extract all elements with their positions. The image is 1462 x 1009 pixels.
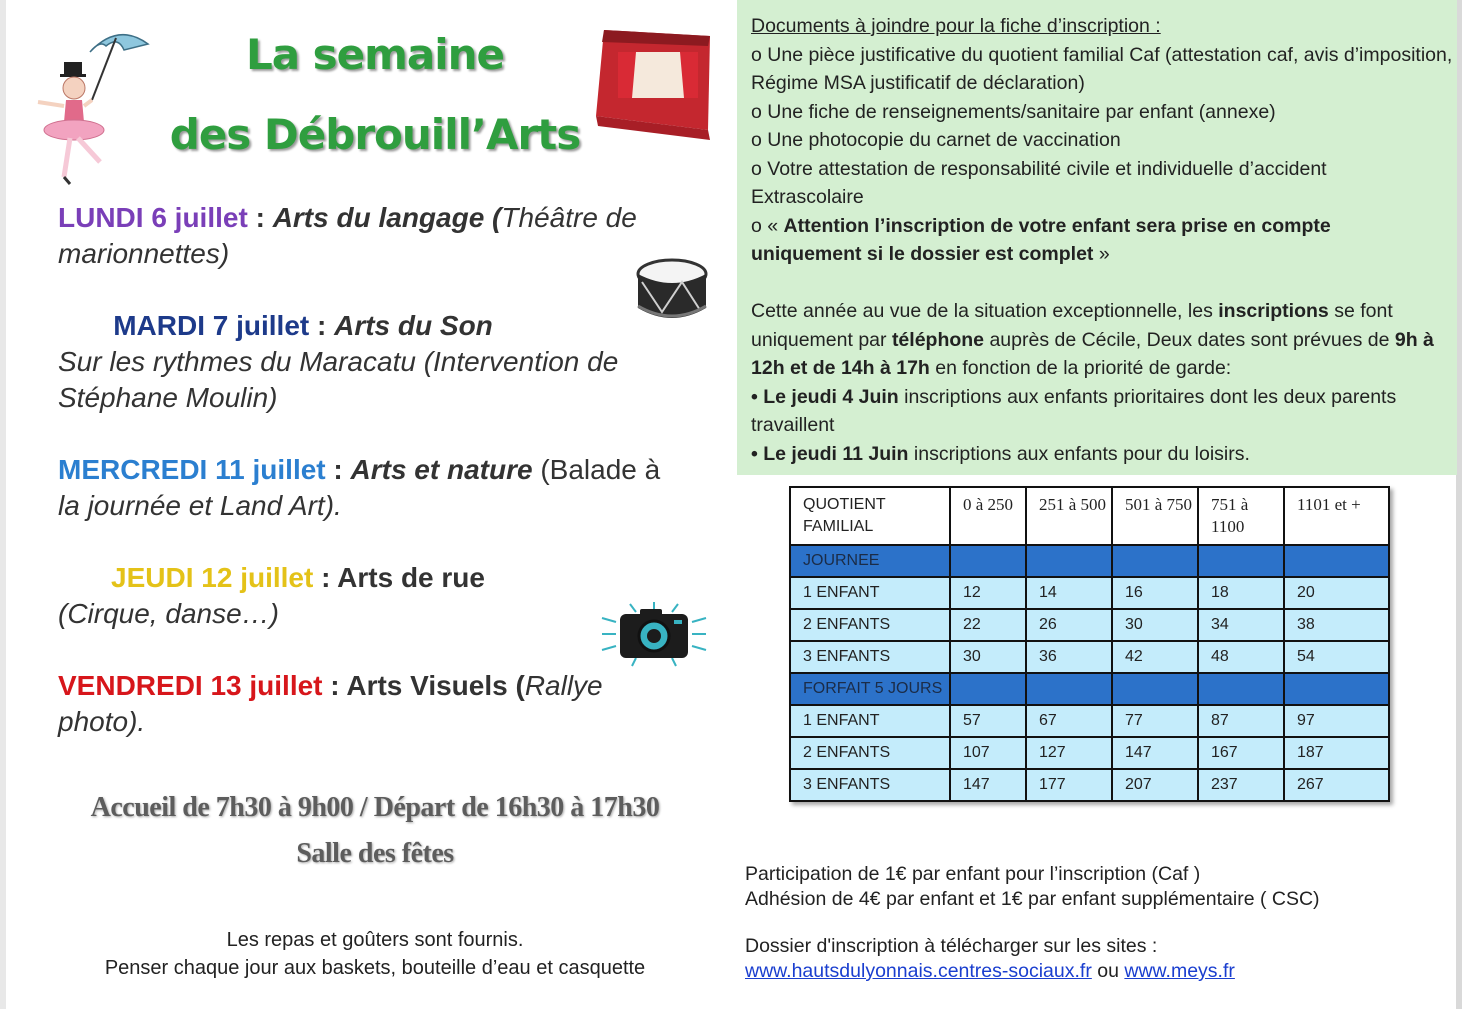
registration-text: se font uniquement par (751, 300, 1393, 351)
table-header-cell: 751 à 1100 (1198, 487, 1284, 545)
fees-line1: Participation de 1€ par enfant pour l’inscription (Caf ) (745, 863, 1201, 885)
meals-line2: Penser chaque jour aux baskets, bouteille d’eau et casquette (104, 957, 646, 979)
day-name: JEUDI 12 juillet (111, 562, 314, 593)
table-cell: 97 (1284, 705, 1389, 737)
day-detail-2: photo). (58, 706, 146, 737)
day-theme: Arts Visuels ( (346, 670, 525, 701)
separator: : (247, 202, 273, 233)
document-item: o Une pièce justificative du quotient familial Caf (attestation caf, avis d’imposition, Régime MSA justificatif de déclaration) (751, 43, 1453, 94)
table-cell: 30 (1112, 609, 1198, 641)
day-detail-1: (Balade à (532, 454, 661, 485)
day-name: LUNDI 6 juillet (58, 202, 248, 233)
table-section-row (790, 545, 1389, 577)
table-cell: 22 (950, 609, 1026, 641)
page-left-edge (0, 0, 6, 1009)
day-wednesday (58, 452, 718, 524)
separator: : (313, 562, 338, 593)
fees-note (745, 862, 1445, 912)
table-header-row (790, 487, 1389, 545)
meals-line1: Les repas et goûters sont fournis. (226, 929, 524, 951)
day-theme: Arts du langage ( (272, 202, 502, 233)
table-cell: 48 (1198, 641, 1284, 673)
registration-bold: inscriptions (1218, 300, 1329, 322)
table-row-label: 3 ENFANTS (790, 641, 950, 673)
table-cell: 147 (1112, 737, 1198, 769)
table-cell: 87 (1198, 705, 1284, 737)
table-row (790, 769, 1389, 801)
link-meys[interactable]: www.meys.fr (1124, 960, 1235, 982)
table-cell: 34 (1198, 609, 1284, 641)
table-section-label: FORFAIT 5 JOURS (790, 673, 950, 705)
table-cell: 36 (1026, 641, 1112, 673)
table-cell: 177 (1026, 769, 1112, 801)
registration-bold: 9h à 12h et de 14h à 17h (751, 328, 1434, 379)
documents-box (737, 0, 1457, 475)
page-title-line2: des Débrouill’Arts (169, 110, 581, 159)
day-name: VENDREDI 13 juillet (58, 670, 323, 701)
day-detail-1: Rallye (524, 670, 603, 701)
table-row-label: 1 ENFANT (790, 577, 950, 609)
warning-prefix: o « (751, 214, 784, 237)
registration-text: en fonction de la priorité de garde: (929, 357, 1232, 379)
day-monday (58, 200, 718, 272)
table-cell: 18 (1198, 577, 1284, 609)
table-header-cell: 0 à 250 (950, 487, 1026, 545)
registration-date-2 (751, 440, 1457, 469)
day-detail: Théâtre de marionnettes) (58, 202, 637, 269)
date-bold: • Le jeudi 4 Juin (751, 385, 899, 408)
table-cell: 237 (1198, 769, 1284, 801)
table-cell: 267 (1284, 769, 1389, 801)
registration-text: Cette année au vue de la situation exceptionnelle, les (751, 300, 1219, 322)
table-row-label: 1 ENFANT (790, 705, 950, 737)
registration-paragraph (751, 297, 1441, 383)
table-row-label: 3 ENFANTS (790, 769, 950, 801)
registration-text: auprès de Cécile, Deux dates sont prévues de (984, 328, 1395, 351)
table-row (790, 705, 1389, 737)
table-cell: 207 (1112, 769, 1198, 801)
link-hautsdulyonnais[interactable]: www.hautsdulyonnais.centres-sociaux.fr (745, 960, 1092, 982)
table-section-row (790, 673, 1389, 705)
day-name: MARDI 7 juillet (113, 310, 310, 341)
dancer-umbrella-icon (30, 22, 150, 187)
warning-text: Attention l’inscription de votre enfant sera prise en compte uniquement si le dossier est complet (751, 214, 1331, 265)
table-row (790, 737, 1389, 769)
document-item: o Votre attestation de responsabilité civile et individuelle d’accident Extrascolaire (751, 157, 1327, 208)
table-cell: 14 (1026, 577, 1112, 609)
venue-line: Salle des fêtes (296, 838, 454, 869)
document-warning (751, 212, 1391, 269)
separator: : (309, 310, 335, 341)
table-cell: 30 (950, 641, 1026, 673)
documents-heading: Documents à joindre pour la fiche d’inscription : (751, 15, 1161, 37)
document-item: o Une photocopie du carnet de vaccination (751, 129, 1121, 151)
day-name: MERCREDI 11 juillet (58, 454, 326, 485)
registration-bold: téléphone (891, 328, 985, 351)
pricing-table (789, 486, 1390, 802)
table-cell: 167 (1198, 737, 1284, 769)
table-row-label: 2 ENFANTS (790, 609, 950, 641)
table-row (790, 609, 1389, 641)
table-row (790, 641, 1389, 673)
table-cell: 147 (950, 769, 1026, 801)
puppet-theatre-icon (592, 22, 722, 142)
download-links (745, 959, 1445, 984)
day-detail: (Cirque, danse…) (58, 598, 279, 629)
warning-suffix: » (1093, 243, 1110, 265)
registration-date-1 (751, 383, 1441, 440)
camera-icon (600, 600, 708, 668)
day-theme: Arts du Son (334, 310, 493, 341)
download-note (745, 934, 1445, 984)
table-cell: 38 (1284, 609, 1389, 641)
download-text: Dossier d'inscription à télécharger sur les sites : (745, 935, 1158, 957)
day-tuesday (58, 308, 718, 416)
table-header-cell: 1101 et + (1284, 487, 1389, 545)
table-cell: 77 (1112, 705, 1198, 737)
table-header-cell: 501 à 750 (1112, 487, 1198, 545)
table-cell: 54 (1284, 641, 1389, 673)
page-title-line1: La semaine (245, 30, 505, 79)
table-header-cell: QUOTIENT FAMILIAL (790, 487, 950, 545)
table-header-cell: 251 à 500 (1026, 487, 1112, 545)
table-cell: 42 (1112, 641, 1198, 673)
day-theme: Arts et nature (350, 454, 533, 485)
link-separator: ou (1091, 960, 1125, 982)
table-cell: 12 (950, 577, 1026, 609)
table-cell: 107 (950, 737, 1026, 769)
separator: : (325, 454, 351, 485)
document-item: o Une fiche de renseignements/sanitaire par enfant (annexe) (751, 100, 1276, 123)
separator: : (322, 670, 347, 701)
date-text: inscriptions aux enfants pour du loisirs. (908, 442, 1250, 465)
hours-line: Accueil de 7h30 à 9h00 / Départ de 16h30 à 17h30 (90, 792, 660, 823)
table-cell: 26 (1026, 609, 1112, 641)
day-friday (58, 668, 718, 740)
date-bold: • Le jeudi 11 Juin (751, 442, 909, 465)
table-cell: 187 (1284, 737, 1389, 769)
table-cell: 57 (950, 705, 1026, 737)
table-cell: 20 (1284, 577, 1389, 609)
day-detail-2: la journée et Land Art). (58, 490, 342, 521)
table-row-label: 2 ENFANTS (790, 737, 950, 769)
table-cell: 16 (1112, 577, 1198, 609)
table-cell: 127 (1026, 737, 1112, 769)
fees-line2: Adhésion de 4€ par enfant et 1€ par enfant supplémentaire ( CSC) (745, 888, 1320, 910)
table-section-label: JOURNEE (790, 545, 950, 577)
table-row (790, 577, 1389, 609)
meals-note (30, 926, 720, 982)
date-text: inscriptions aux enfants prioritaires dont les deux parents travaillent (751, 385, 1397, 436)
day-detail: Sur les rythmes du Maracatu (Intervention de Stéphane Moulin) (58, 346, 619, 413)
table-cell: 67 (1026, 705, 1112, 737)
day-theme: Arts de rue (337, 562, 485, 593)
